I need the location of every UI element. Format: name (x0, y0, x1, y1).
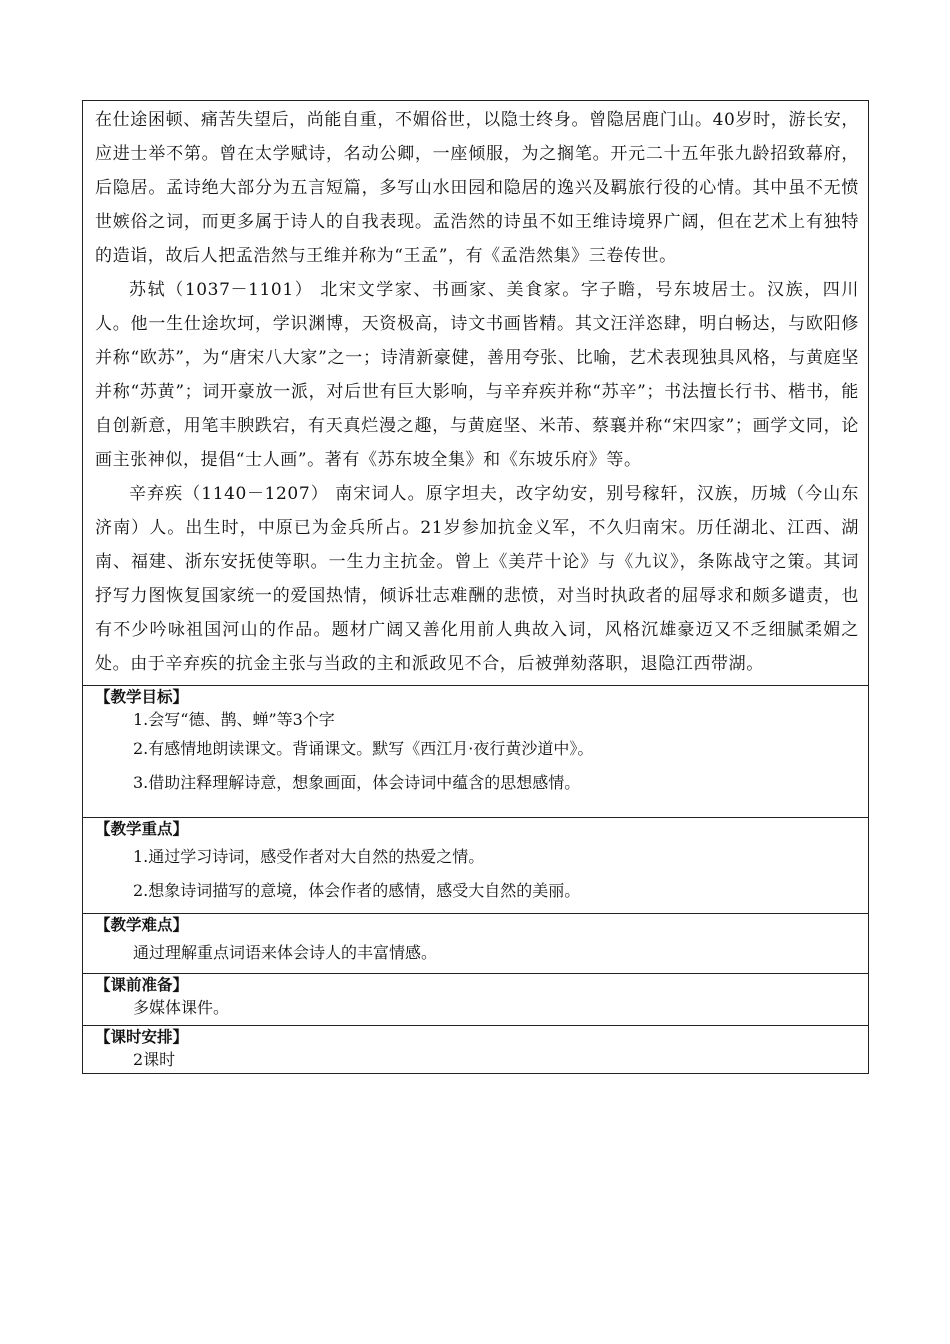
key-point-item: 2.想象诗词描写的意境，体会作者的感情，感受大自然的美丽。 (133, 881, 581, 900)
bio-paragraph-xin-qiji: 辛弃疾（1140－1207） 南宋词人。原字坦夫，改字幼安，别号稼轩，汉族，历城（今山东济南）人。出生时，中原已为金兵所占。21岁参加抗金义军，不久归南宋。历任湖北、江西、湖南、福建、浙东安抚使等职。一生力主抗金。曾上《美芹十论》与《九议》，条陈战守之策。其词抒写力图恢复国家统一的爱国热情，倾诉壮志难酬的悲愤，对当时执政者的屈辱求和颇多谴责，也有不少吟咏祖国河山的作品。题材广阔又善化用前人典故入词，风格沉雄豪迈又不乏细腻柔媚之处。由于辛弃疾的抗金主张与当政的主和派政见不合，后被弹劾落职，退隐江西带湖。 (95, 484, 859, 674)
section-heading: 【教学难点】 (95, 916, 189, 934)
key-point-item: 1.通过学习诗词，感受作者对大自然的热爱之情。 (133, 847, 485, 866)
section-heading: 【教学重点】 (95, 820, 189, 838)
schedule-section (83, 1025, 868, 1073)
lesson-plan-table (82, 100, 869, 1074)
section-heading: 【课时安排】 (95, 1028, 189, 1046)
section-heading: 【教学目标】 (95, 688, 189, 706)
schedule-text: 2课时 (133, 1050, 176, 1069)
bio-paragraph-meng-haoran: 在仕途困顿、痛苦失望后，尚能自重，不媚俗世，以隐士终身。曾隐居鹿门山。40岁时，游长安，应进士举不第。曾在太学赋诗，名动公卿，一座倾服，为之搁笔。开元二十五年张九龄招致幕府，后隐居。孟诗绝大部分为五言短篇，多写山水田园和隐居的逸兴及羁旅行役的心情。其中虽不无愤世嫉俗之词，而更多属于诗人的自我表现。孟浩然的诗虽不如王维诗境界广阔，但在艺术上有独特的造诣，故后人把孟浩然与王维并称为“王孟”，有《孟浩然集》三卷传世。 (95, 110, 859, 266)
preparation-section (83, 973, 868, 1025)
key-points-section (83, 817, 868, 913)
bio-paragraph-su-shi: 苏轼（1037－1101） 北宋文学家、书画家、美食家。字子瞻，号东坡居士。汉族，四川人。他一生仕途坎坷，学识渊博，天资极高，诗文书画皆精。其文汪洋恣肆，明白畅达，与欧阳修并称“欧苏”，为“唐宋八大家”之一；诗清新豪健，善用夸张、比喻，艺术表现独具风格，与黄庭坚并称“苏黄”；词开豪放一派，对后世有巨大影响，与辛弃疾并称“苏辛”；书法擅长行书、楷书，能自创新意，用笔丰腴跌宕，有天真烂漫之趣，与黄庭坚、米芾、蔡襄并称“宋四家”；画学文同，论画主张神似，提倡“士人画”。著有《苏东坡全集》和《东坡乐府》等。 (95, 280, 859, 470)
goal-item: 1.会写“德、鹊、蝉”等3个字 (133, 710, 335, 729)
difficulty-text: 通过理解重点词语来体会诗人的丰富情感。 (133, 943, 438, 962)
preparation-text: 多媒体课件。 (133, 998, 230, 1017)
section-heading: 【课前准备】 (95, 976, 189, 994)
teaching-goals-section (83, 685, 868, 817)
goal-item: 3.借助注释理解诗意，想象画面，体会诗词中蕴含的思想感情。 (133, 773, 581, 792)
difficulties-section (83, 913, 868, 973)
goal-item: 2.有感情地朗读课文。背诵课文。默写《西江月·夜行黄沙道中》。 (133, 739, 594, 758)
author-bio-section (83, 101, 868, 685)
